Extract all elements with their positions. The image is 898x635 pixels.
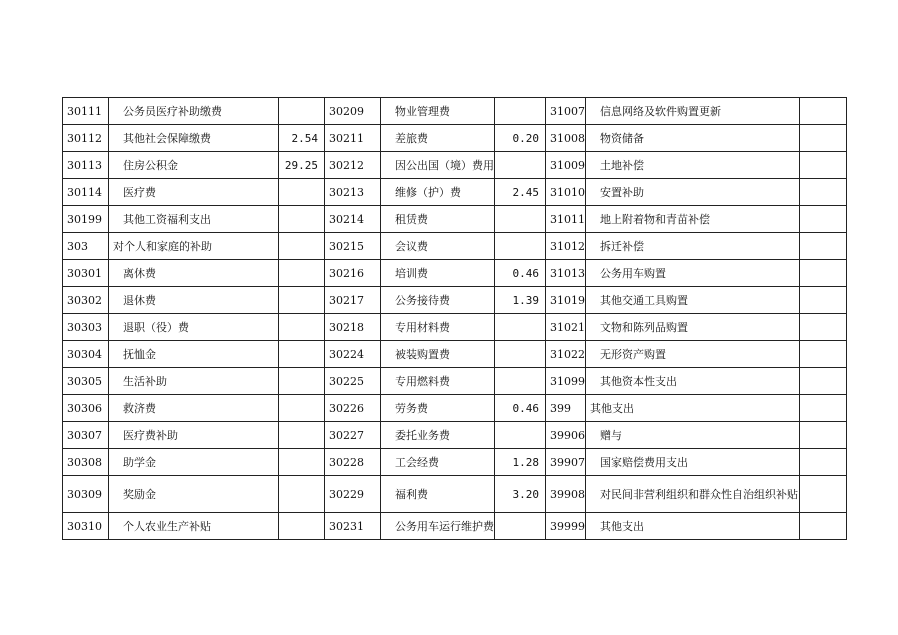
economic-class-code: 30212 <box>325 152 381 179</box>
amount-cell: 0.46 <box>495 260 546 287</box>
amount-cell <box>279 476 325 513</box>
amount-cell <box>279 422 325 449</box>
amount-cell <box>279 341 325 368</box>
expenditure-item-name: 医疗费补助 <box>109 422 279 449</box>
amount-cell <box>800 368 847 395</box>
economic-class-code: 30111 <box>63 98 109 125</box>
economic-class-code: 31010 <box>546 179 586 206</box>
expenditure-item-name: 其他社会保障缴费 <box>109 125 279 152</box>
economic-class-code: 31022 <box>546 341 586 368</box>
economic-class-code: 30224 <box>325 341 381 368</box>
expenditure-item-name: 其他支出 <box>586 395 800 422</box>
amount-cell <box>495 233 546 260</box>
expenditure-item-name: 因公出国（境）费用 <box>381 152 495 179</box>
table-row <box>63 152 847 179</box>
budget-expenditure-table <box>62 97 847 540</box>
expenditure-item-name: 国家赔偿费用支出 <box>586 449 800 476</box>
table-row <box>63 341 847 368</box>
economic-class-code: 31012 <box>546 233 586 260</box>
economic-class-code: 30209 <box>325 98 381 125</box>
economic-class-code: 30231 <box>325 513 381 540</box>
expenditure-item-name: 劳务费 <box>381 395 495 422</box>
economic-class-code: 30114 <box>63 179 109 206</box>
amount-cell <box>800 395 847 422</box>
economic-class-code: 30227 <box>325 422 381 449</box>
economic-class-code: 30214 <box>325 206 381 233</box>
economic-class-code: 30218 <box>325 314 381 341</box>
expenditure-item-name: 退职（役）费 <box>109 314 279 341</box>
amount-cell <box>800 422 847 449</box>
table-row <box>63 314 847 341</box>
expenditure-item-name: 文物和陈列品购置 <box>586 314 800 341</box>
expenditure-item-name: 会议费 <box>381 233 495 260</box>
economic-class-code: 31021 <box>546 314 586 341</box>
table-row <box>63 449 847 476</box>
expenditure-item-name: 公务员医疗补助缴费 <box>109 98 279 125</box>
amount-cell: 1.28 <box>495 449 546 476</box>
expenditure-item-name: 工会经费 <box>381 449 495 476</box>
economic-class-code: 30308 <box>63 449 109 476</box>
expenditure-item-name: 其他工资福利支出 <box>109 206 279 233</box>
economic-class-code: 30309 <box>63 476 109 513</box>
expenditure-item-name: 安置补助 <box>586 179 800 206</box>
amount-cell <box>279 98 325 125</box>
amount-cell: 2.45 <box>495 179 546 206</box>
expenditure-item-name: 公务接待费 <box>381 287 495 314</box>
expenditure-item-name: 住房公积金 <box>109 152 279 179</box>
expenditure-item-name: 其他资本性支出 <box>586 368 800 395</box>
economic-class-code: 31013 <box>546 260 586 287</box>
amount-cell <box>800 179 847 206</box>
expenditure-item-name: 拆迁补偿 <box>586 233 800 260</box>
table-row <box>63 422 847 449</box>
expenditure-item-name: 其他交通工具购置 <box>586 287 800 314</box>
amount-cell <box>279 260 325 287</box>
economic-class-code: 30112 <box>63 125 109 152</box>
amount-cell <box>279 287 325 314</box>
expenditure-item-name: 对民间非营利组织和群众性自治组织补贴 <box>586 476 800 513</box>
amount-cell <box>800 341 847 368</box>
amount-cell <box>279 449 325 476</box>
economic-class-code: 39907 <box>546 449 586 476</box>
amount-cell <box>279 395 325 422</box>
amount-cell <box>800 513 847 540</box>
economic-class-code: 30228 <box>325 449 381 476</box>
expenditure-item-name: 福利费 <box>381 476 495 513</box>
expenditure-item-name: 奖励金 <box>109 476 279 513</box>
amount-cell <box>800 260 847 287</box>
expenditure-item-name: 其他支出 <box>586 513 800 540</box>
economic-class-code: 30310 <box>63 513 109 540</box>
amount-cell <box>800 125 847 152</box>
amount-cell <box>495 98 546 125</box>
economic-class-code: 31008 <box>546 125 586 152</box>
amount-cell <box>800 314 847 341</box>
expenditure-item-name: 公务用车运行维护费 <box>381 513 495 540</box>
table-row <box>63 179 847 206</box>
economic-class-code: 30211 <box>325 125 381 152</box>
economic-class-code: 31019 <box>546 287 586 314</box>
table-row <box>63 395 847 422</box>
amount-cell <box>800 206 847 233</box>
expenditure-item-name: 物资储备 <box>586 125 800 152</box>
amount-cell <box>279 513 325 540</box>
amount-cell <box>279 206 325 233</box>
expenditure-item-name: 土地补偿 <box>586 152 800 179</box>
expenditure-item-name: 维修（护）费 <box>381 179 495 206</box>
amount-cell: 0.46 <box>495 395 546 422</box>
amount-cell: 2.54 <box>279 125 325 152</box>
economic-class-code: 31011 <box>546 206 586 233</box>
amount-cell <box>800 287 847 314</box>
economic-class-code: 30306 <box>63 395 109 422</box>
table-row <box>63 368 847 395</box>
expenditure-item-name: 租赁费 <box>381 206 495 233</box>
economic-class-code: 399 <box>546 395 586 422</box>
expenditure-item-name: 物业管理费 <box>381 98 495 125</box>
amount-cell: 0.20 <box>495 125 546 152</box>
table-row <box>63 125 847 152</box>
economic-class-code: 39999 <box>546 513 586 540</box>
expenditure-item-name: 信息网络及软件购置更新 <box>586 98 800 125</box>
table-row <box>63 287 847 314</box>
economic-class-code: 39908 <box>546 476 586 513</box>
economic-class-code: 30229 <box>325 476 381 513</box>
expenditure-item-name: 公务用车购置 <box>586 260 800 287</box>
table-row <box>63 206 847 233</box>
economic-class-code: 30216 <box>325 260 381 287</box>
expenditure-item-name: 离休费 <box>109 260 279 287</box>
amount-cell <box>279 314 325 341</box>
table-row <box>63 476 847 513</box>
economic-class-code: 303 <box>63 233 109 260</box>
expenditure-item-name: 医疗费 <box>109 179 279 206</box>
economic-class-code: 30303 <box>63 314 109 341</box>
amount-cell <box>495 513 546 540</box>
amount-cell <box>800 152 847 179</box>
expenditure-item-name: 无形资产购置 <box>586 341 800 368</box>
expenditure-item-name: 对个人和家庭的补助 <box>109 233 279 260</box>
table-row <box>63 233 847 260</box>
economic-class-code: 30302 <box>63 287 109 314</box>
economic-class-code: 30304 <box>63 341 109 368</box>
amount-cell <box>800 449 847 476</box>
amount-cell <box>495 422 546 449</box>
table-row <box>63 98 847 125</box>
economic-class-code: 31099 <box>546 368 586 395</box>
economic-class-code: 30225 <box>325 368 381 395</box>
economic-class-code: 31009 <box>546 152 586 179</box>
amount-cell <box>495 206 546 233</box>
amount-cell <box>800 98 847 125</box>
expenditure-item-name: 被装购置费 <box>381 341 495 368</box>
expenditure-item-name: 专用材料费 <box>381 314 495 341</box>
economic-class-code: 30113 <box>63 152 109 179</box>
amount-cell: 3.20 <box>495 476 546 513</box>
expenditure-item-name: 个人农业生产补贴 <box>109 513 279 540</box>
economic-class-code: 30307 <box>63 422 109 449</box>
amount-cell <box>800 233 847 260</box>
expenditure-item-name: 助学金 <box>109 449 279 476</box>
amount-cell <box>495 152 546 179</box>
expenditure-item-name: 赠与 <box>586 422 800 449</box>
amount-cell: 29.25 <box>279 152 325 179</box>
amount-cell <box>279 233 325 260</box>
economic-class-code: 31007 <box>546 98 586 125</box>
expenditure-item-name: 地上附着物和青苗补偿 <box>586 206 800 233</box>
amount-cell <box>800 476 847 513</box>
expenditure-item-name: 退休费 <box>109 287 279 314</box>
expenditure-item-name: 生活补助 <box>109 368 279 395</box>
expenditure-item-name: 专用燃料费 <box>381 368 495 395</box>
amount-cell <box>495 341 546 368</box>
expenditure-item-name: 差旅费 <box>381 125 495 152</box>
expenditure-item-name: 救济费 <box>109 395 279 422</box>
economic-class-code: 39906 <box>546 422 586 449</box>
economic-class-code: 30213 <box>325 179 381 206</box>
amount-cell <box>279 368 325 395</box>
economic-class-code: 30301 <box>63 260 109 287</box>
economic-class-code: 30305 <box>63 368 109 395</box>
table-row <box>63 260 847 287</box>
economic-class-code: 30226 <box>325 395 381 422</box>
amount-cell <box>495 314 546 341</box>
expenditure-item-name: 培训费 <box>381 260 495 287</box>
amount-cell <box>279 179 325 206</box>
economic-class-code: 30199 <box>63 206 109 233</box>
expenditure-item-name: 抚恤金 <box>109 341 279 368</box>
economic-class-code: 30217 <box>325 287 381 314</box>
economic-class-code: 30215 <box>325 233 381 260</box>
expenditure-item-name: 委托业务费 <box>381 422 495 449</box>
amount-cell: 1.39 <box>495 287 546 314</box>
table-row <box>63 513 847 540</box>
amount-cell <box>495 368 546 395</box>
